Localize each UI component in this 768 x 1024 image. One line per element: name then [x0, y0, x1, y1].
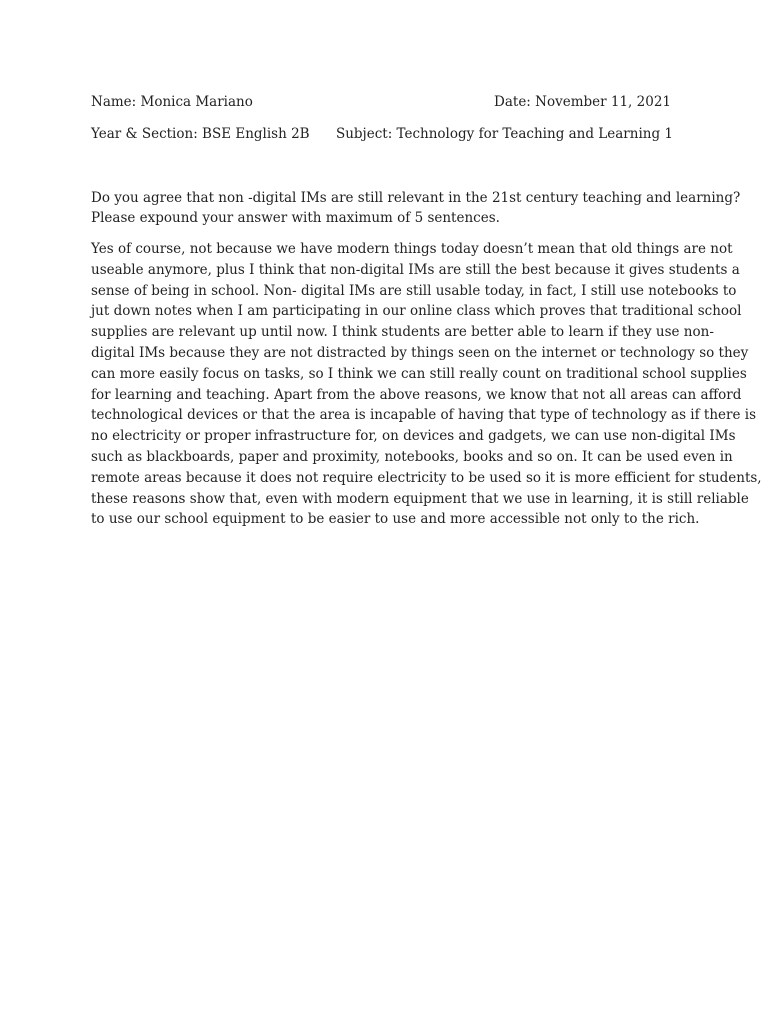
answer-line: sense of being in school. Non- digital IMs are still usable today, in fact, I still use notebooks to	[91, 282, 737, 299]
answer-line: useable anymore, plus I think that non-digital IMs are still the best because it gives students a	[91, 261, 740, 278]
student-name: Name: Monica Mariano	[91, 94, 253, 110]
answer-line: remote areas because it does not require electricity to be used so it is more efficient for students,	[91, 469, 762, 486]
answer-line: digital IMs because they are not distracted by things seen on the internet or technology so they	[91, 344, 749, 361]
answer-line: no electricity or proper infrastructure for, on devices and gadgets, we can use non-digital IMs	[91, 428, 736, 445]
answer-line: these reasons show that, even with modern equipment that we use in learning, it is still reliable	[91, 490, 749, 507]
answer-line: can more easily focus on tasks, so I think we can still really count on traditional school supplies	[91, 365, 747, 382]
answer-line: Yes of course, not because we have modern things today doesn’t mean that old things are not	[91, 241, 733, 257]
answer-paragraph	[91, 239, 762, 530]
question-paragraph	[91, 188, 741, 228]
answer-line: for learning and teaching. Apart from the above reasons, we know that not all areas can afford	[91, 386, 742, 403]
answer-line: technological devices or that the area is incapable of having that type of technology as if there is	[91, 407, 757, 424]
answer-line: such as blackboards, paper and proximity, notebooks, books and so on. It can be used even in	[91, 448, 733, 465]
question-line: Please expound your answer with maximum of 5 sentences.	[91, 210, 500, 226]
document-date: Date: November 11, 2021	[494, 94, 671, 110]
question-line: Do you agree that non -digital IMs are still relevant in the 21st century teaching and learning?	[91, 190, 741, 206]
answer-line: to use our school equipment to be easier to use and more accessible not only to the rich.	[91, 511, 700, 528]
year-section: Year & Section: BSE English 2B	[91, 126, 310, 142]
answer-line: supplies are relevant up until now. I think students are better able to learn if they use non-	[91, 324, 714, 341]
subject: Subject: Technology for Teaching and Learning 1	[335, 126, 673, 142]
answer-line: jut down notes when I am participating in our online class which proves that traditional school	[91, 303, 742, 320]
